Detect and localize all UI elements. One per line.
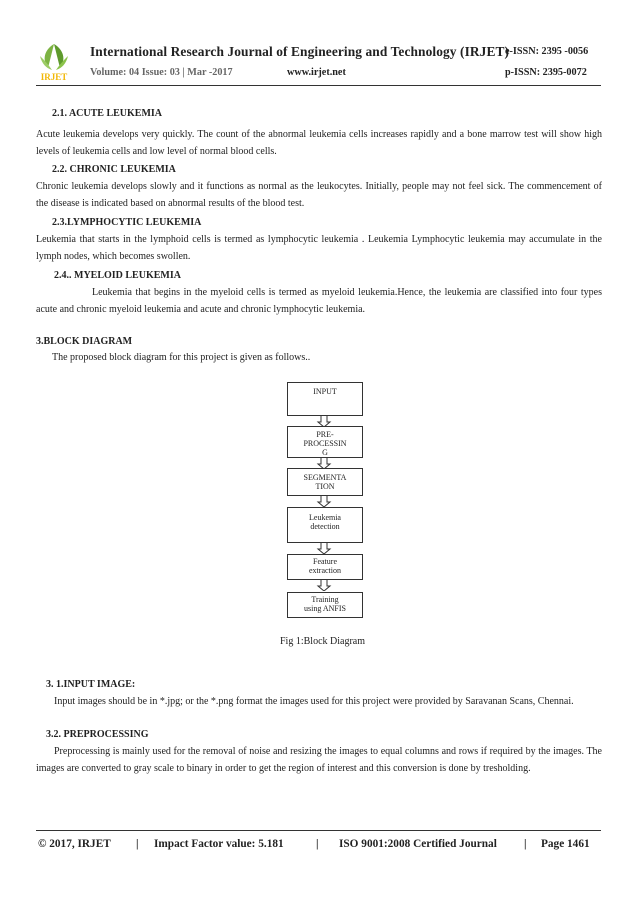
journal-title: International Research Journal of Engineering and Technology (IRJET) <box>90 44 510 59</box>
para-acute-leukemia: Acute leukemia develops very quickly. The count of the abnormal leukemia cells increases rapidly and a bone marrow test will show high levels of leukemia cells and low level of normal blood cells. <box>36 129 602 157</box>
website-link[interactable]: www.irjet.net <box>287 67 346 78</box>
para-lymphocytic-leukemia: Leukemia that starts in the lymphoid cells is termed as lymphocytic leukemia . Leukemia Lymphocytic leukemia may accumulate in the lymph nodes, which becomes swollen. <box>36 234 602 262</box>
leaf-icon <box>40 44 68 70</box>
footer-page-number: Page 1461 <box>541 838 590 850</box>
volume-info: Volume: 04 Issue: 03 | Mar -2017 <box>90 67 233 78</box>
para-block-diagram: The proposed block diagram for this project is given as follows.. <box>52 352 311 363</box>
footer-copyright: © 2017, IRJET <box>38 838 111 850</box>
p-issn: p-ISSN: 2395-0072 <box>505 67 587 78</box>
heading-lymphocytic-leukemia: 2.3.LYMPHOCYTIC LEUKEMIA <box>52 217 202 228</box>
footer-iso: ISO 9001:2008 Certified Journal <box>339 838 497 850</box>
block-diagram <box>280 380 370 620</box>
footer-divider <box>36 830 601 831</box>
footer-separator: | <box>316 838 319 850</box>
box-segmentation: SEGMENTA TION <box>287 468 363 496</box>
heading-input-image: 3. 1.INPUT IMAGE: <box>46 679 136 690</box>
para-preprocessing: Preprocessing is mainly used for the removal of noise and resizing the images to equal columns and rows if required by the images. The images are converted to gray scale to binary in order to get the region of interest and this conversion is done by tresholding. <box>36 746 602 774</box>
box-feature-extraction: Feature extraction <box>287 554 363 580</box>
box-training-anfis: Training using ANFIS <box>287 592 363 618</box>
arrow-down-icon <box>316 579 332 591</box>
header-divider <box>36 85 601 86</box>
logo-text: IRJET <box>40 72 68 82</box>
arrow-down-icon <box>316 495 332 507</box>
figure-caption: Fig 1:Block Diagram <box>280 636 365 647</box>
box-leukemia-detection: Leukemia detection <box>287 507 363 543</box>
heading-block-diagram: 3.BLOCK DIAGRAM <box>36 336 133 347</box>
footer-impact: Impact Factor value: 5.181 <box>154 838 284 850</box>
heading-acute-leukemia: 2.1. ACUTE LEUKEMIA <box>52 108 163 119</box>
para-input-image: Input images should be in *.jpg; or the *.png format the images used for this project were provided by Saravanan Scans, Chennai. <box>54 696 574 707</box>
para-chronic-leukemia: Chronic leukemia develops slowly and it functions as normal as the leukocytes. Initially, people may not feel sick. The commencement of the disease is indicated based on abnormal results of the blood test. <box>36 181 602 209</box>
footer-separator: | <box>524 838 527 850</box>
e-issn: e-ISSN: 2395 -0056 <box>505 46 589 57</box>
heading-myeloid-leukemia: 2.4.. MYELOID LEUKEMIA <box>54 270 181 281</box>
box-input: INPUT <box>287 382 363 416</box>
heading-chronic-leukemia: 2.2. CHRONIC LEUKEMIA <box>52 164 176 175</box>
para-myeloid-leukemia: Leukemia that begins in the myeloid cells is termed as myeloid leukemia.Hence, the leukemia are classified into four types acute and chronic myeloid leukemia and acute and chronic lymphocytic leukemia. <box>36 287 602 315</box>
heading-preprocessing: 3.2. PREPROCESSING <box>46 729 149 740</box>
footer-separator: | <box>136 838 139 850</box>
arrow-down-icon <box>316 542 332 554</box>
irjet-logo <box>36 42 72 82</box>
box-preprocessing: PRE- PROCESSIN G <box>287 426 363 458</box>
